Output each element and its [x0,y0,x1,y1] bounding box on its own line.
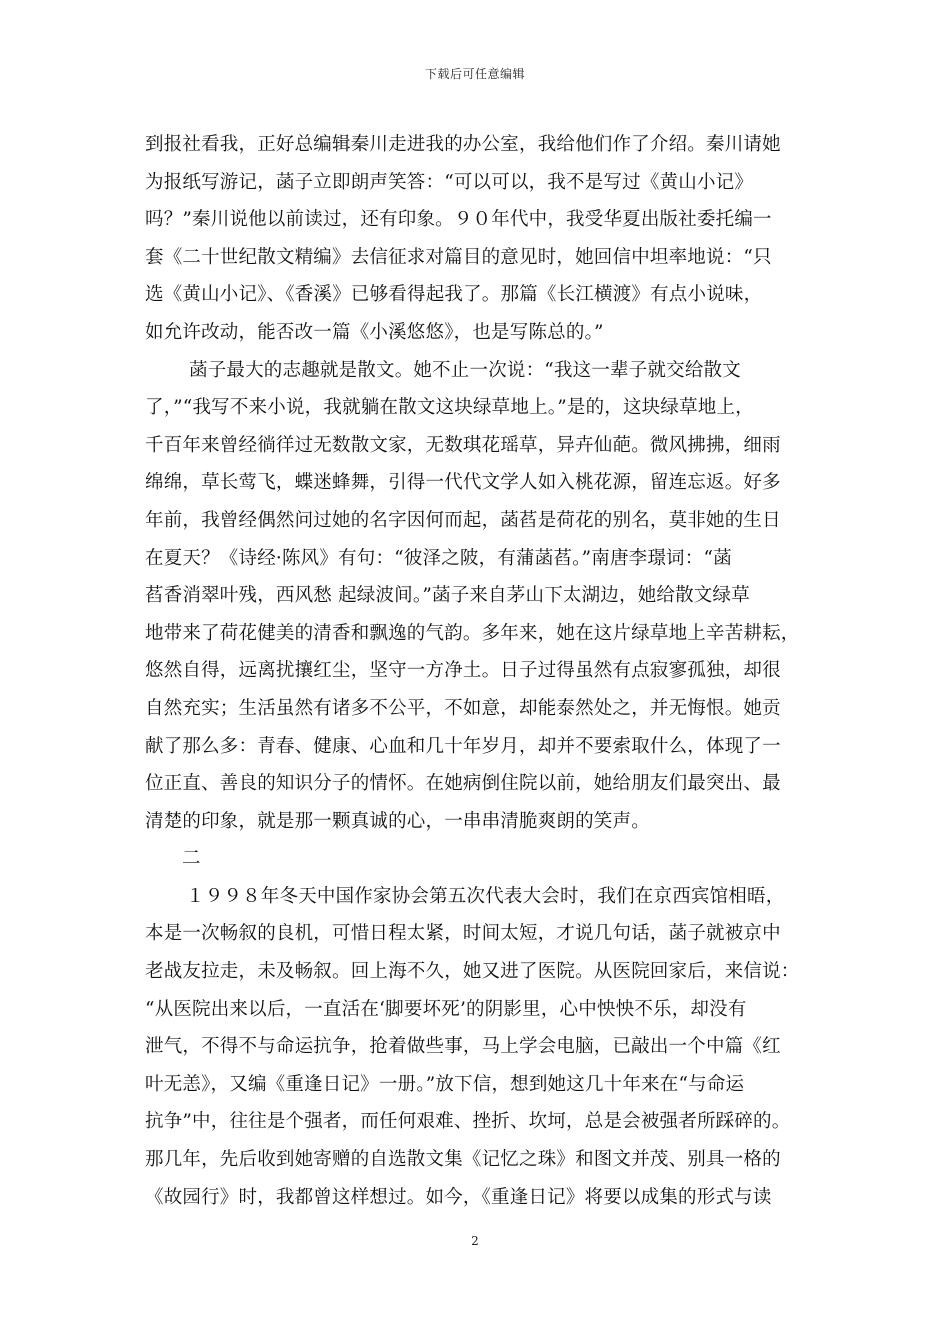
text-line: 千百年来曾经徜徉过无数散文家，无数琪花瑶草，异卉仙葩。微风拂拂，细雨 [145,434,781,456]
text-line: 二 [182,848,201,870]
page-header: 下载后可任意编辑 [424,67,525,81]
text-line: 献了那么多：青春、健康、心血和几十年岁月，却并不要索取什么，体现了一 [145,735,781,757]
text-line: 位正直、善良的知识分子的情怀。在她病倒住院以前，她给朋友们最突出、最 [145,773,781,795]
text-line: 抗争”中，往往是个强者，而任何艰难、挫折、坎坷，总是会被强者所踩碎的。 [145,1111,791,1133]
text-line: 选《黄山小记》、《香溪》已够看得起我了。那篇《长江横渡》有点小说味， [145,284,763,306]
text-line: 在夏天？《诗经·陈风》有句：“彼泽之陂，有蒲菡萏。”南唐李璟词：“菡 [145,547,732,569]
text-line: 到报社看我，正好总编辑秦川走进我的办公室，我给他们作了介绍。秦川请她 [145,134,781,155]
text-line: “从医院出来以后，一直活在‘脚要坏死’的阴影里，心中怏怏不乐，却没有 [145,998,747,1020]
text-line: 那几年，先后收到她寄赠的自选散文集《记忆之珠》和图文并茂、别具一格的 [145,1149,781,1171]
text-line: 菡子最大的志趣就是散文。她不止一次说：“我这一辈子就交给散文 [189,359,741,381]
text-line: 套《二十世纪散文精编》去信征求对篇目的意见时，她回信中坦率地说：“只 [145,246,772,268]
text-line: 老战友拉走，未及畅叙。回上海不久，她又进了医院。从医院回家后，来信说： [145,961,800,983]
text-line: 清楚的印象，就是那一颗真诚的心，一串串清脆爽朗的笑声。 [145,810,650,832]
document-body [145,126,810,1216]
text-line: 地带来了荷花健美的清香和飘逸的气韵。多年来，她在这片绿草地上辛苦耕耘， [145,622,800,644]
text-line: 悠然自得，远离扰攘红尘，坚守一方净土。日子过得虽然有点寂寥孤独，却很 [145,660,781,682]
text-line: 了，”“我写不来小说，我就躺在散文这块绿草地上。”是的，这块绿草地上， [145,397,754,419]
text-line: 《故园行》时，我都曾这样想过。如今，《重逢日记》将要以成集的形式与读 [145,1186,772,1208]
text-line: 泄气，不得不与命运抗争，抢着做些事，马上学会电脑，已敲出一个中篇《红 [145,1036,781,1058]
text-line: 吗？”秦川说他以前读过，还有印象。９０年代中，我受华夏出版社委托编一 [145,209,772,231]
text-line: １９９８年冬天中国作家协会第五次代表大会时，我们在京西宾馆相晤， [186,885,785,907]
text-line: 年前，我曾经偶然问过她的名字因何而起，菡萏是荷花的别名，莫非她的生日 [145,509,781,531]
text-line: 为报纸写游记，菡子立即朗声笑答：“可以可以，我不是写过《黄山小记》 [145,171,754,193]
text-line: 绵绵，草长莺飞，蝶迷蜂舞，引得一代代文学人如入桃花源，留连忘返。好多 [145,472,781,494]
text-line: 叶无恙》，又编《重逢日记》一册。”放下信，想到她这几十年来在“与命运 [145,1073,745,1095]
text-line: 自然充实；生活虽然有诸多不公平，不如意，却能泰然处之，并无悔恨。她贡 [145,697,781,719]
text-line: 如允许改动，能否改一篇《小溪悠悠》，也是写陈总的。” [145,321,604,343]
page-number: 2 [471,1234,479,1248]
text-line: 萏香消翠叶残，西风愁 起绿波间。”菡子来自茅山下太湖边，她给散文绿草 [145,585,750,607]
text-line: 本是一次畅叙的良机，可惜日程太紧，时间太短，才说几句话，菡子就被京中 [145,923,781,945]
